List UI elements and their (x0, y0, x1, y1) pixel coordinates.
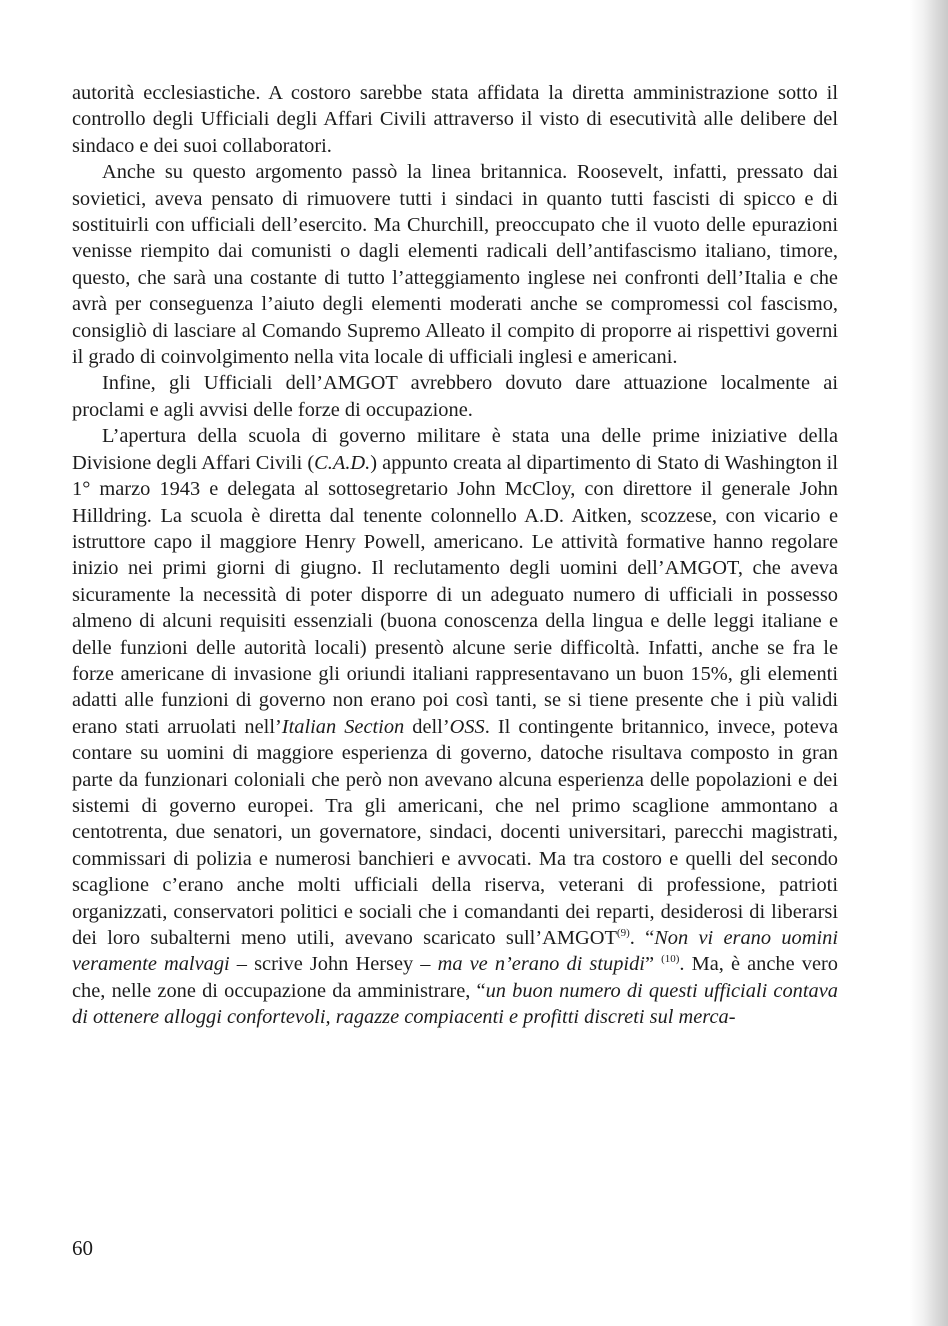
text-run: dell’ (404, 715, 450, 738)
footnote-ref: (9) (616, 927, 630, 939)
italic-text: C.A.D. (314, 451, 371, 474)
paragraph (72, 370, 838, 423)
text-run: Infine, gli Ufficiali dell’AMGOT avrebbero dovuto dare attuazione localmente ai proclami e agli avvisi delle forze di occupazione. (72, 372, 838, 421)
text-run: ) appunto creata al dipartimento di Stato di Washington il 1° marzo 1943 e delegata al sottosegretario John McCloy, con direttore il generale John Hilldring. La scuola è diretta dal tenente colonnello A.D. Aitken, scozzese, con vicario e istruttore capo il maggiore Henry Powell, americano. Le attività formative hanno regolare inizio nei primi giorni di giugno. Il reclutamento degli uomini dell’AMGOT, che aveva sicuramente la necessità di poter disporre di un adeguato numero di ufficiali in possesso almeno di alcuni requisiti essenziali (buona conoscenza della lingua e delle leggi italiane e delle funzioni delle autorità locali) presentò alcune serie difficoltà. Infatti, anche se fra le forze americane di invasione gli oriundi italiani rappresentavano un buon 15%, gli elementi adatti alle funzioni di governo non erano poi così tanti, se si tiene presente che i più validi erano stati arruolati nell’ (72, 451, 838, 738)
page-number: 60 (72, 1236, 93, 1260)
text-run: . Il contingente britannico, invece, poteva contare su uomini di maggiore esperienza di governo, datoche risultava composto in gran parte da funzionari coloniali che però non avevano alcuna esperienza delle popolazioni e dei sistemi di governo europei. Tra gli americani, che nel primo scaglione ammontano a centotrenta, due senatori, un governatore, sindaci, docenti universitari, parecchi magistrati, commissari di polizia e numerosi banchieri e avvocati. Ma tra costoro e quelli del secondo scaglione c’erano anche molti ufficiali della riserva, veterani di professione, patrioti organizzati, conservatori politici e sociali che i comandanti dei reparti, desiderosi di liberarsi dei loro subalterni meno utili, avevano scaricato sull’AMGOT (72, 715, 838, 949)
italic-text: un buon numero di questi ufficiali contava di ottenere alloggi confortevoli, ragazze compiacenti e profitti discreti sul merca- (72, 979, 838, 1029)
paragraph (72, 423, 838, 1030)
text-run: . “ (629, 927, 655, 949)
page-edge-shadow (910, 0, 948, 1326)
text-run: autorità ecclesiastiche. A costoro sarebbe stata affidata la diretta amministrazione sotto il controllo degli Ufficiali degli Affari Civili attraverso il visto di esecutività alle delibere del sindaco e dei suoi collaboratori. (72, 82, 838, 157)
italic-text: OSS (449, 715, 485, 738)
body-text (72, 80, 838, 1031)
italic-text: ma ve n’erano di stupidi (437, 953, 645, 976)
italic-text: Italian Section (281, 715, 405, 738)
italic-text: Non vi erano uomini veramente malvagi (72, 927, 838, 976)
text-run: L’apertura della scuola di governo militare è stata una delle prime iniziative della Divisione degli Affari Civili ( (72, 425, 838, 474)
text-run: . Ma, è anche vero che, nelle zone di occupazione da amministrare, “ (72, 953, 838, 1002)
paragraph (72, 159, 838, 370)
text-run: Anche su questo argomento passò la linea britannica. Roosevelt, infatti, pressato dai sovietici, aveva pensato di rimuovere tutti i sindaci in quanto tutti fascisti di spicco e di sostituirli con ufficiali dell’esercito. Ma Churchill, preoccupato che il vuoto delle epurazioni venisse riempito dai comunisti o dagli elementi radicali dell’antifascismo italiano, timore, questo, che sarà una costante di tutto l’atteggiamento inglese nei confronti dell’Italia e che avrà per conseguenza l’aiuto degli elementi moderati anche se compromessi col fascismo, consigliò di lasciare al Comando Supremo Alleato il compito di proporre ai rispettivi governi il grado di coinvolgimento nella vita locale di ufficiali inglesi e americani. (72, 161, 838, 369)
text-run: – scrive John Hersey – (229, 953, 438, 976)
paragraph (72, 80, 838, 159)
footnote-ref: (10) (661, 953, 680, 966)
text-run: ” (644, 953, 662, 976)
